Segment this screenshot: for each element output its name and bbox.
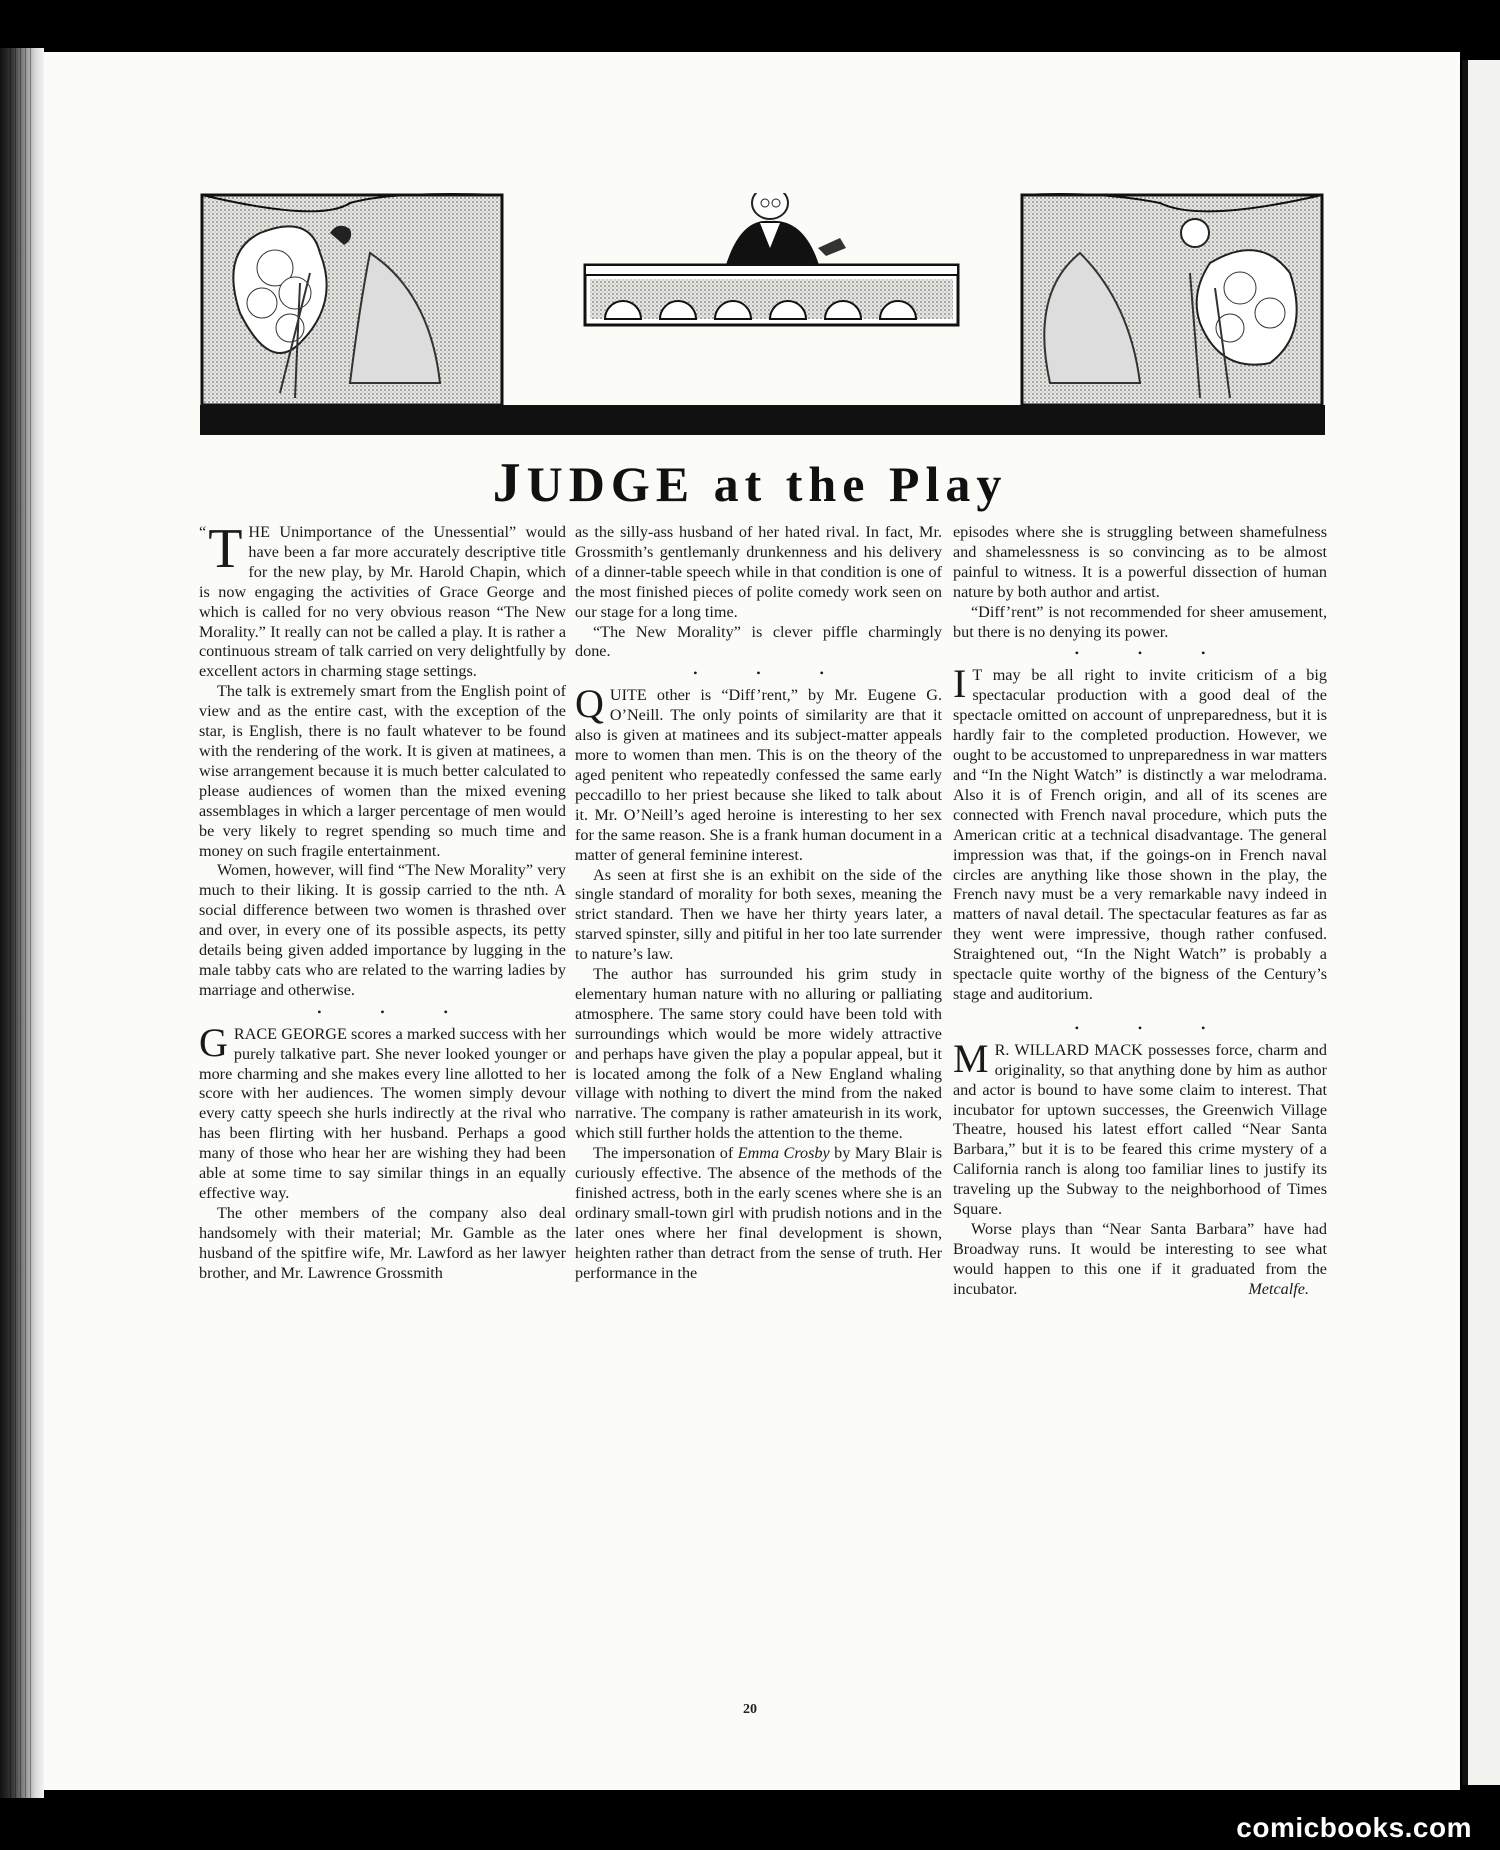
col2-p6-b: by Mary Blair is curiously effective. The absence of the methods of the finished actress, both in the early scenes where she is an ordinary small-town girl with prudish notions and in the later ones where her final development is shown, heighten rather than detract from the sense of truth. Her performance in the (575, 1144, 943, 1282)
author-signature: Metcalfe. (1248, 1279, 1309, 1298)
col2-separator: • • • (693, 666, 852, 681)
col1-paragraph-4 (199, 1019, 566, 1204)
source-watermark: comicbooks.com (1236, 1812, 1472, 1843)
article-title (0, 452, 1500, 514)
col3-p4-text: R. WILLARD MACK possesses force, charm and originality, so that anything done by him as author and actor is bound to have some claim to interest. That incubator for uptown successes, the Greenwich Village Theatre, housed his latest effort called “Near Santa Barbara,” but it is to be feared this crime mystery of a California ranch is along too familiar lines to justify its traveling up the Subway to the neighborhood of Times Square. (953, 1040, 1327, 1219)
column-3 (953, 523, 1327, 1300)
col3-paragraph-2: “Diff’rent” is not recommended for sheer amusement, but there is no denying its power. (953, 602, 1327, 641)
col2-p6-a: The impersonation of (593, 1144, 738, 1163)
col3-dropcap-2: M (953, 1035, 989, 1081)
col1-paragraph-5: The other members of the company also deal handsomely with their material; Mr. Gamble as the husband of the spitfire wife, Mr. Lawford as her lawyer brother, and Mr. Lawrence Grossmith (199, 1203, 566, 1282)
col1-p1-text: HE Unimportance of the Unessential” would have been a far more accurately descriptive title for the new play, by Mr. Harold Chapin, which is now engaging the activities of Grace George and which is called for no very obvious reason “The New Morality.” It really can not be called a play. It is rather a continuous stream of talk carried on very delightfully by excellent actors in charming stage settings. (199, 523, 566, 681)
title-rest: UDGE at the Play (526, 456, 1008, 512)
col1-dropcap: T (208, 518, 243, 580)
col1-separator: • • • (317, 1004, 476, 1019)
page-number: 20 (743, 1702, 757, 1717)
col1-open-quote: “ (199, 523, 207, 541)
header-illustration (200, 193, 1325, 435)
col3-paragraph-4 (953, 1035, 1327, 1220)
col1-paragraph-3: Women, however, will find “The New Morality” very much to their liking. It is gossip carried to the nth. A social difference between two women is thrashed over and over, in every one of its possible aspects, its petty details being given added importance by lugging in the male tabby cats who are related to the warring ladies by marriage and otherwise. (199, 861, 566, 999)
col2-paragraph-4: As seen at first she is an exhibit on the side of the single standard of morality for both sexes, meaning the strict standard. Then we have her thirty years later, a starved spinster, silly and pitiful in her too late surrender to nature’s law. (575, 865, 942, 964)
col2-dropcap: Q (575, 681, 604, 727)
col3-separator-1: • • • (1074, 646, 1234, 661)
col3-p5-text: Worse plays than “Near Santa Barbara” have had Broadway runs. It would be interesting to see what would happen to this one if it graduated from the incubator. (953, 1220, 1327, 1298)
scan-page-edge-left (0, 48, 44, 1798)
col2-paragraph-2: “The New Morality” is clever piffle charmingly done. (575, 622, 942, 661)
col3-separator-2: • • • (1074, 1020, 1234, 1035)
column-1 (199, 518, 566, 1284)
col1-paragraph-1 (199, 518, 566, 682)
col2-p6-em: Emma Crosby (737, 1144, 830, 1163)
col3-p3-text: T may be all right to invite criticism of a big spectacular production with a good deal of the spectacle omitted on account of unpreparedness, but it is hardly fair to the completed production. However, we ought to be accustomed to unpreparedness in war matters and “In the Night Watch” is distinctly a war melodrama. Also it is of French origin, and all of its scenes are connected with French naval procedure, which puts the American critic at a technical disadvantage. The general impression was that, if the goings-on in French naval circles are anything like those shown in the play, the French navy must be a very remarkable navy indeed in matters of naval detail. The spectacular features as far as they went were impressive, though rather confused. Straightened out, “In the Night Watch” is probably a spectacle quite worthy of the bigness of the Century’s stage and auditorium. (953, 666, 1327, 1003)
col1-p4-text: RACE GEORGE scores a marked success with her purely talkative part. She never looked younger or more charming and she makes every line allotted to her score with her audiences. The women simply devour every catty speech she hurls indirectly at the rival who has been flirting with her husband. Perhaps a good many of those who hear her are wishing they had been able at some time to say similar things in an equally effective way. (199, 1024, 566, 1202)
title-initial: J (492, 452, 527, 514)
col2-p3-text: UITE other is “Diff’rent,” by Mr. Eugene G. O’Neill. The only points of similarity are that it also is given at matinees and its subject-matter appeals more to women than men. This is on the theory of the aged penitent who repeatedly confessed the same early peccadillo to her priest because she liked to talk about it. Mr. O’Neill’s aged heroine is interesting to her sex for the same reason. She is a frank human document in a matter of general feminine interest. (575, 686, 942, 864)
col2-paragraph-5: The author has surrounded his grim study in elementary human nature with no alluring or palliating atmosphere. The same story could have been told with surroundings which would be more widely attractive and perhaps have given the play a popular appeal, but it is located among the folk of a New England whaling village with nothing to divert the mind from the naked narrative. The company is rather amateurish in its work, which still further holds the attention to the theme. (575, 965, 942, 1143)
col2-paragraph-3 (575, 681, 942, 865)
col3-paragraph-3 (953, 661, 1327, 1004)
col1-paragraph-2: The talk is extremely smart from the English point of view and as the entire cast, with the exception of the star, is English, there is no fault whatever to be found with the rendering of the work. It is given at matinees, a wise arrangement because it is much better calculated to please audiences of women than the mixed evening assemblages in which a larger percentage of men would be very likely to regret spending so much time and money on such fragile entertainment. (199, 682, 566, 860)
center-spectator-box (585, 193, 958, 325)
col1-dropcap-2: G (199, 1019, 228, 1065)
column-2 (575, 523, 942, 1284)
col3-dropcap-1: I (953, 661, 967, 707)
scan-page-edge-right (1462, 60, 1500, 1785)
col2-paragraph-6 (575, 1144, 942, 1283)
col2-paragraph-1: as the silly-ass husband of her hated rival. In fact, Mr. Grossmith’s gentlemanly drunkenness and his delivery of a dinner-table speech while in that condition is one of the most finished pieces of polite comedy work seen on our stage for a long time. (575, 523, 942, 621)
right-dancer-panel (1022, 194, 1322, 405)
col3-paragraph-1: episodes where she is struggling between shamefulness and shamelessness is so convincing as to be almost painful to witness. It is a powerful dissection of human nature by both author and artist. (953, 523, 1327, 601)
col3-paragraph-5 (953, 1220, 1327, 1300)
